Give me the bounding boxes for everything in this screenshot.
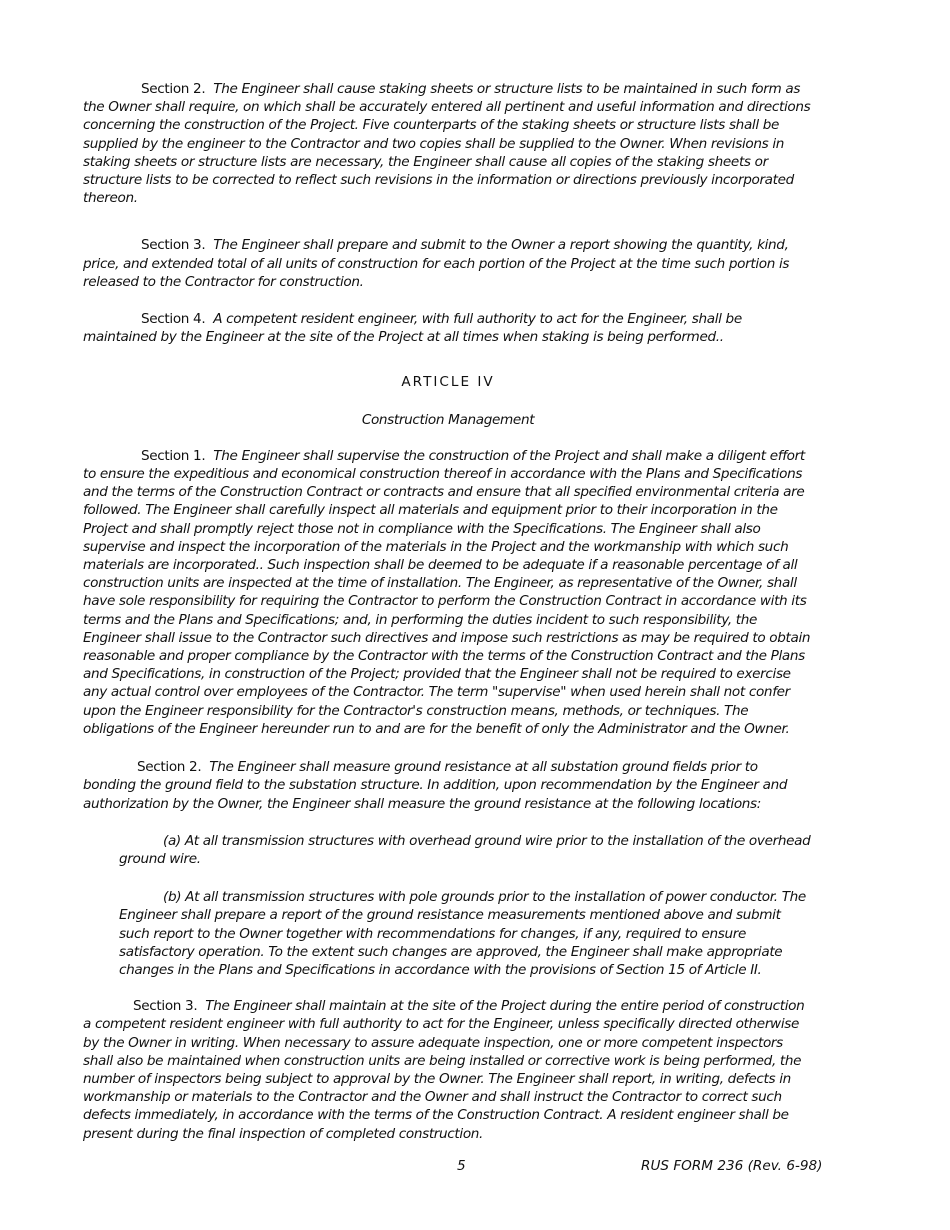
- article4-section2: [83, 758, 813, 813]
- section-text: The Engineer shall supervise the construction of the Project and shall make a diligent effort to ensure the expeditious and economical construction thereof in accordance with the Plans and Specifications and the terms of the Construction Contract or contracts and ensure that all specified environmental criteria are followed. The Engineer shall carefully inspect all materials and equipment prior to their incorporation in the Project and shall promptly reject those not in compliance with the Specifications. The Engineer shall also supervise and inspect the incorporation of the materials in the Project and the workmanship with which such materials are incorporated.. Such inspection shall be deemed to be adequate if a reasonable percentage of all construction units are inspected at the time of installation. The Engineer, as representative of the Owner, shall have sole responsibility for requiring the Contractor to perform the Construction Contract in accordance with its terms and the Plans and Specifications; and, in performing the duties incident to such responsibility, the Engineer shall issue to the Contractor such directives and impose such restrictions as may be required to obtain reasonable and proper compliance by the Contractor with the terms of the Construction Contract and the Plans and Specifications, in construction of the Project; provided that the Engineer shall not be required to exercise any actual control over employees of the Contractor. The term "supervise" when used herein shall not confer upon the Engineer responsibility for the Contractor's construction means, methods, or techniques. The obligations of the Engineer hereunder run to and are for the benefit of only the Administrator and the Owner.: [83, 447, 811, 737]
- section-label: Section 2.: [137, 759, 202, 776]
- item-b-text: (b) At all transmission structures with pole grounds prior to the installation of power conductor. The Engineer shall prepare a report of the ground resistance measurements mentioned above and submit such report to the Owner together with recommendations for changes, if any, required to ensure satisfactory operation. To the extent such changes are approved, the Engineer shall make appropriate changes in the Plans and Specifications in accordance with the provisions of Section 15 of Article II.: [119, 889, 806, 978]
- section-text: The Engineer shall maintain at the site of the Project during the entire period of construction a competent resident engineer with full authority to act for the Engineer, unless specifically directed otherwise by the Owner in writing. When necessary to assure adequate inspection, one or more competent inspectors shall also be maintained when construction units are being installed or corrective work is being performed, the number of inspectors being subject to approval by the Owner. The Engineer shall report, in writing, defects in workmanship or materials to the Contractor and the Owner and shall instruct the Contractor to correct such defects immediately, in accordance with the terms of the Construction Contract. A resident engineer shall be present during the final inspection of completed construction.: [83, 998, 805, 1142]
- section-text: The Engineer shall prepare and submit to the Owner a report showing the quantity, kind, price, and extended total of all units of construction for each portion of the Project at the time such portion is released to the Contractor for construction.: [83, 237, 790, 290]
- section-label: Section 3.: [133, 998, 198, 1015]
- section-text: The Engineer shall measure ground resistance at all substation ground fields prior to bonding the ground field to the substation structure. In addition, upon recommendation by the Engineer and authorization by the Owner, the Engineer shall measure the ground resistance at the following locations:: [83, 759, 788, 812]
- article3-section4: [83, 310, 813, 346]
- document-page: [83, 80, 813, 1143]
- article4-section1: [83, 447, 813, 738]
- article3-section2: [83, 80, 813, 207]
- item-b: [119, 888, 813, 979]
- article3-section3: [83, 236, 813, 291]
- article4-section3: [83, 997, 813, 1143]
- section-label: Section 4.: [141, 311, 206, 328]
- section-label: Section 1.: [141, 447, 206, 464]
- form-identifier: RUS FORM 236 (Rev. 6-98): [641, 1158, 823, 1174]
- section-label: Section 3.: [141, 237, 206, 254]
- article-title: Construction Management: [361, 411, 535, 428]
- ground-resistance-items: [119, 832, 813, 979]
- article-heading: ARTICLE IV: [401, 374, 495, 391]
- item-a-text: (a) At all transmission structures with overhead ground wire prior to the installation of the overhead ground wire.: [119, 832, 811, 867]
- section-text: The Engineer shall cause staking sheets or structure lists to be maintained in such form as the Owner shall require, on which shall be accurately entered all pertinent and useful information and directions concerning the construction of the Project. Five counterparts of the staking sheets or structure lists shall be supplied by the engineer to the Contractor and two copies shall be supplied to the Owner. When revisions in staking sheets or structure lists are necessary, the Engineer shall cause all copies of the staking sheets or structure lists to be corrected to reflect such revisions in the information or directions previously incorporated thereon.: [83, 81, 811, 207]
- section-label: Section 2.: [141, 81, 206, 97]
- item-a: [119, 832, 813, 868]
- page-number: 5: [457, 1158, 466, 1174]
- section-text: A competent resident engineer, with full authority to act for the Engineer, shall be maintained by the Engineer at the site of the Project at all times when staking is being performed..: [83, 311, 742, 346]
